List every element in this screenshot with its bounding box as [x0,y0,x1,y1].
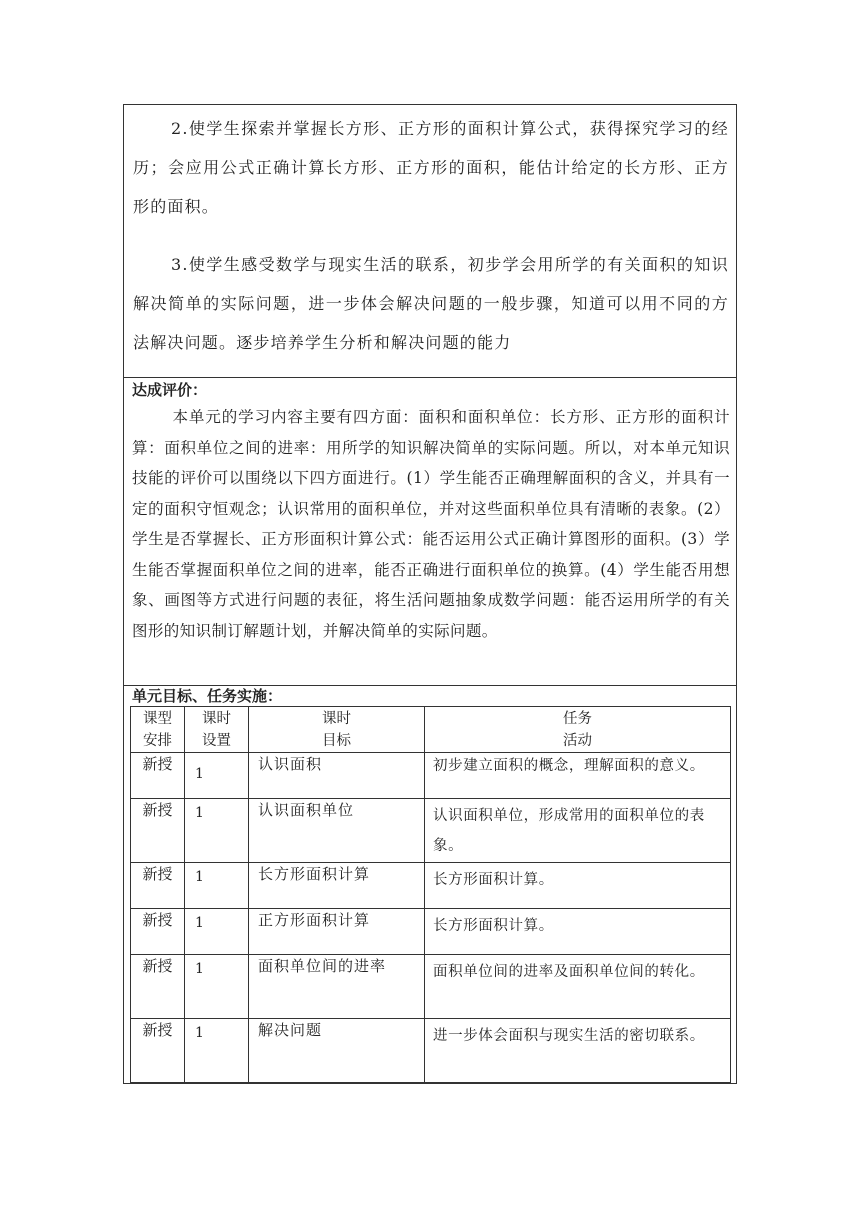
row-task: 长方形面积计算。 [425,863,731,909]
table-header-row [131,707,731,753]
evaluation-title: 达成评价： [132,381,208,399]
row-hours: 1 [185,863,249,909]
goal-item-3-text: 3.使学生感受数学与现实生活的联系，初步学会用所学的有关面积的知识解决简单的实际问题，进一步体会解决问题的一般步骤，知道可以用不同的方法解决问题。逐步培养学生分析和解决问题的能力 [133,255,729,352]
row-goal: 解决问题 [249,1019,425,1083]
header-task-line2: 活动 [563,732,592,749]
row-task: 认识面积单位，形成常用的面积单位的表象。 [425,799,731,863]
row-hours: 1 [185,1019,249,1083]
row-type: 新授 [131,955,185,1019]
row-type: 新授 [131,909,185,955]
header-type-line2: 安排 [143,732,172,749]
goal-item-2-text: 2.使学生探索并掌握长方形、正方形的面积计算公式，获得探究学习的经历；会应用公式正确计算长方形、正方形的面积，能估计给定的长方形、正方形的面积。 [133,119,729,216]
row-type: 新授 [131,799,185,863]
row-task: 进一步体会面积与现实生活的密切联系。 [425,1019,731,1083]
unit-plan-table [130,706,731,1083]
unit-plan-title: 单元目标、任务实施： [132,687,283,705]
row-task: 初步建立面积的概念，理解面积的意义。 [425,753,731,799]
row-type: 新授 [131,753,185,799]
row-goal: 长方形面积计算 [249,863,425,909]
row-hours: 1 [185,753,249,799]
row-goal: 认识面积 [249,753,425,799]
row-task: 长方形面积计算。 [425,909,731,955]
row-goal: 面积单位间的进率 [249,955,425,1019]
header-hours-line2: 设置 [202,732,231,749]
unit-plan-section [124,686,736,1083]
header-type [131,707,185,753]
header-task [425,707,731,753]
goal-item-2 [133,109,729,226]
teaching-goals-section [124,105,736,378]
lesson-plan-frame [123,104,737,1084]
table-row [131,955,731,1019]
table-row [131,909,731,955]
header-goal [249,707,425,753]
row-hours: 1 [185,799,249,863]
row-goal: 认识面积单位 [249,799,425,863]
goal-item-3 [133,245,729,362]
header-goal-line1: 课时 [322,710,351,727]
header-hours-line1: 课时 [202,710,231,727]
row-hours: 1 [185,909,249,955]
header-goal-line2: 目标 [322,732,351,749]
table-row [131,863,731,909]
header-task-line1: 任务 [563,710,592,727]
evaluation-section [124,378,736,686]
evaluation-body [132,402,730,646]
row-goal: 正方形面积计算 [249,909,425,955]
header-type-line1: 课型 [143,710,172,727]
row-task: 面积单位间的进率及面积单位间的转化。 [425,955,731,1019]
table-row [131,1019,731,1083]
row-type: 新授 [131,1019,185,1083]
evaluation-text: 本单元的学习内容主要有四方面：面积和面积单位：长方形、正方形的面积计算：面积单位之间的进率：用所学的知识解决简单的实际问题。所以，对本单元知识技能的评价可以围绕以下四方面进行。(1）学生能否正确理解面积的含义，并具有一定的面积守恒观念；认识常用的面积单位，并对这些面积单位具有清晰的表象。(2）学生是否掌握长、正方形面积计算公式：能否运用公式正确计算图形的面积。(3）学生能否掌握面积单位之间的进率，能否正确进行面积单位的换算。(4）学生能否用想象、画图等方式进行问题的表征，将生活问题抽象成数学问题：能否运用所学的有关图形的知识制订解题计划，并解决简单的实际问题。 [132,408,730,640]
row-hours: 1 [185,955,249,1019]
row-type: 新授 [131,863,185,909]
table-row [131,753,731,799]
table-row [131,799,731,863]
header-hours [185,707,249,753]
